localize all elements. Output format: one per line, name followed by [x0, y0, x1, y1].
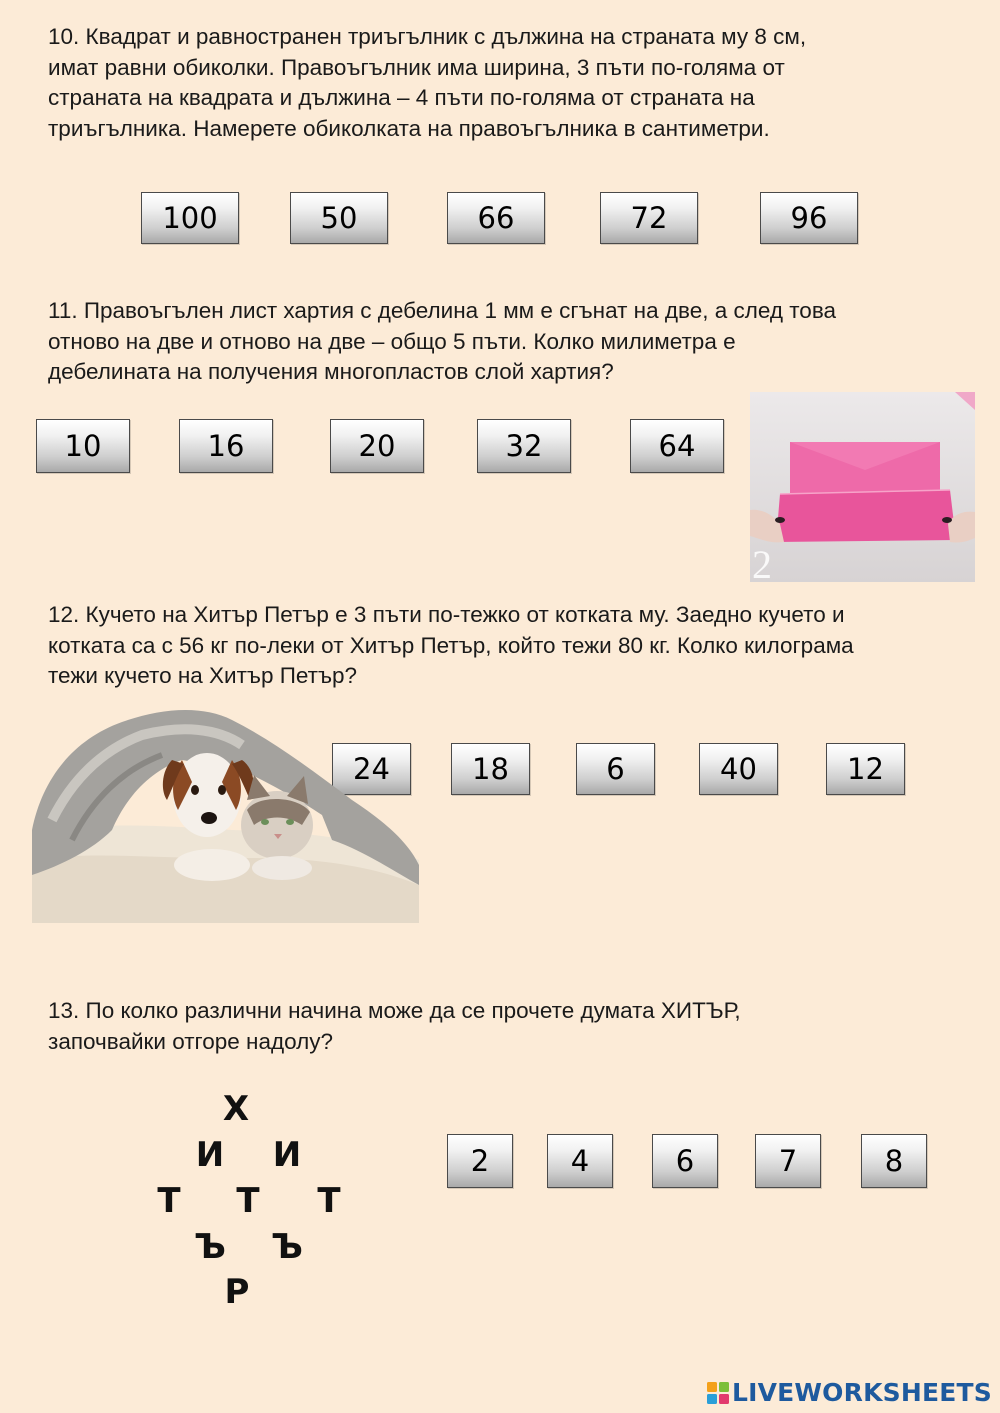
q13-option-3[interactable]: 6	[652, 1134, 718, 1188]
q11-option-5[interactable]: 64	[630, 419, 724, 473]
liveworksheets-logo-text: LIVEWORKSHEETS	[731, 1378, 992, 1407]
question-12-text: 12. Кучето на Хитър Петър е 3 пъти по-тежко от котката му. Заедно кучето и котката са с 56 кг по-леки от Хитър Петър, който тежи 80 кг. Колко килограма тежи кучето на Хитър Петър?	[48, 602, 854, 688]
liveworksheets-logo-icon	[706, 1381, 730, 1405]
q10-option-1[interactable]: 100	[141, 192, 239, 244]
letter-r: Р	[224, 1272, 250, 1312]
letter-hard-sign-left: Ъ	[194, 1227, 226, 1267]
letter-hard-sign-right: Ъ	[271, 1227, 303, 1267]
folded-paper-photo	[750, 392, 975, 582]
q13-option-1[interactable]: 2	[447, 1134, 513, 1188]
q13-option-5[interactable]: 8	[861, 1134, 927, 1188]
letter-t-left: Т	[157, 1181, 181, 1221]
q11-option-4[interactable]: 32	[477, 419, 571, 473]
q12-option-3[interactable]: 6	[576, 743, 655, 795]
q12-option-5[interactable]: 12	[826, 743, 905, 795]
q10-option-4[interactable]: 72	[600, 192, 698, 244]
q10-option-5[interactable]: 96	[760, 192, 858, 244]
q13-option-2[interactable]: 4	[547, 1134, 613, 1188]
q12-option-1[interactable]: 24	[332, 743, 411, 795]
q11-option-1[interactable]: 10	[36, 419, 130, 473]
q12-option-4[interactable]: 40	[699, 743, 778, 795]
q11-option-3[interactable]: 20	[330, 419, 424, 473]
letter-t-middle: Т	[236, 1181, 260, 1221]
q12-option-2[interactable]: 18	[451, 743, 530, 795]
q11-option-2[interactable]: 16	[179, 419, 273, 473]
q10-option-2[interactable]: 50	[290, 192, 388, 244]
question-11-text: 11. Правоъгълен лист хартия с дебелина 1 мм е сгънат на две, а след това отново на две и отново на две – общо 5 пъти. Колко милиметра е дебелината на получения многопластов слой хартия?	[48, 298, 837, 384]
liveworksheets-logo	[706, 1378, 992, 1407]
letter-t-right: Т	[317, 1181, 341, 1221]
question-13-text: 13. По колко различни начина може да се прочете думата ХИТЪР, започвайки отгоре надолу?	[48, 998, 741, 1054]
letter-i-right: И	[272, 1135, 302, 1175]
letter-h: Х	[222, 1089, 250, 1129]
q13-option-4[interactable]: 7	[755, 1134, 821, 1188]
q10-option-3[interactable]: 66	[447, 192, 545, 244]
photo-step-label: 2	[752, 542, 772, 582]
question-10-text: 10. Квадрат и равностранен триъгълник с дължина на страната му 8 см, имат равни обиколки. Правоъгълник има ширина, 3 пъти по-голяма от страната на квадрата и дължина – 4 пъти по-голяма от страната на триъгълника. Намерете обиколката на правоъгълника в сантиметри.	[48, 24, 807, 141]
letter-i-left: И	[195, 1135, 225, 1175]
dog-cat-illustration	[32, 700, 419, 923]
dog-and-cat-photo	[32, 700, 419, 923]
folded-paper-illustration	[750, 392, 975, 582]
